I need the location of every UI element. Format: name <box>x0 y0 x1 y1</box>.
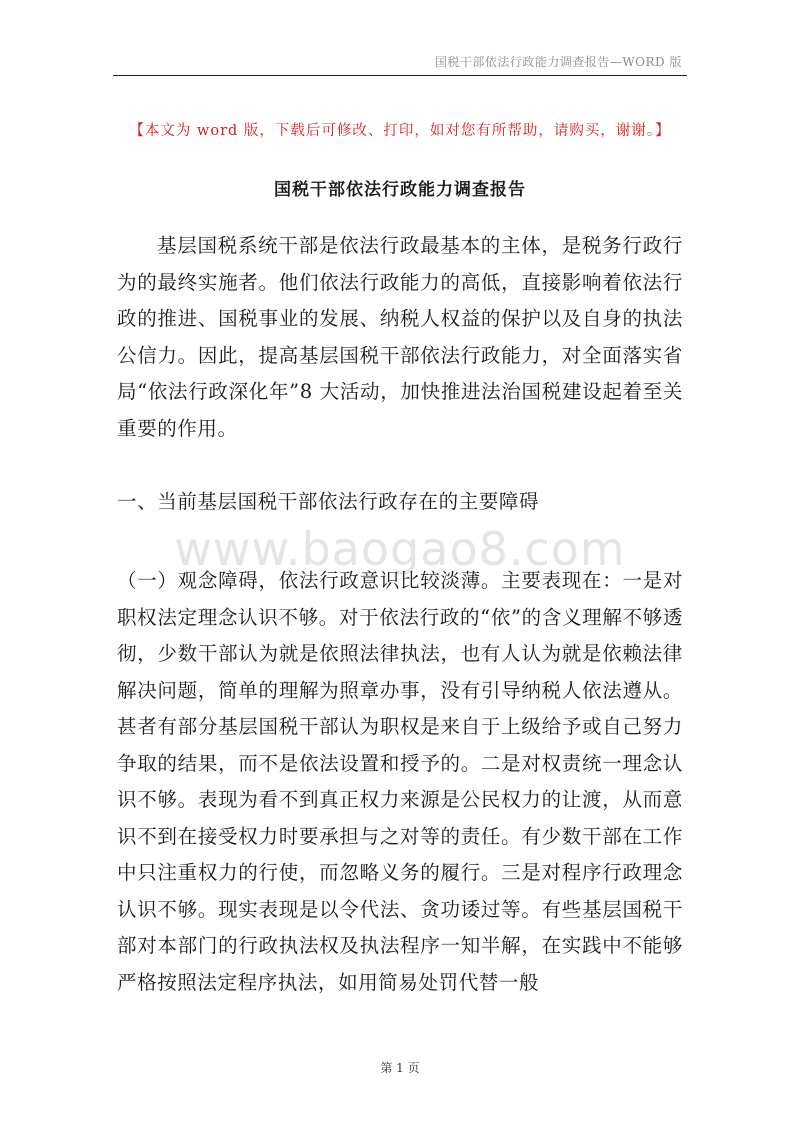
document-title: 国税干部依法行政能力调查报告 <box>274 180 526 200</box>
running-header: 国税干部依法行政能力调查报告—WORD 版 <box>434 55 682 69</box>
section-heading: 一、当前基层国税干部依法行政存在的主要障碍 <box>117 490 540 513</box>
watermark-text: www.baogao8.com <box>174 522 626 576</box>
intro-paragraph: 基层国税系统干部是依法行政最基本的主体，是税务行政行为的最终实施者。他们依法行政能力的高低，直接影响着依法行政的推进、国税事业的发展、纳税人权益的保护以及自身的执法公信力。因此，提高基层国税干部依法行政能力，对全面落实省局“依法行政深化年”8 大活动，加快推进法治国税建设起着至关重要的作用。 <box>117 234 683 440</box>
page-number: 第 1 页 <box>380 1061 420 1075</box>
download-notice: 【本文为 word 版，下载后可修改、打印，如对您有所帮助，请购买，谢谢。】 <box>129 123 671 139</box>
body-paragraph: （一）观念障碍，依法行政意识比较淡薄。主要表现在：一是对职权法定理念认识不够。对于依法行政的“依”的含义理解不够透彻，少数干部认为就是依照法律执法，也有人认为就是依赖法律解决问题，简单的理解为照章办事，没有引导纳税人依法遵从。甚者有部分基层国税干部认为职权是来自于上级给予或自己努力争取的结果，而不是依法设置和授予的。二是对权责统一理念认识不够。表现为看不到真正权力来源是公民权力的让渡，从而意识不到在接受权力时要承担与之对等的责任。有少数干部在工作中只注重权力的行使，而忽略义务的履行。三是对程序行政理念认识不够。现实表现是以令代法、贪功诿过等。有些基层国税干部对本部门的行政执法权及执法程序一知半解，在实践中不能够严格按照法定程序执法，如用简易处罚代替一般 <box>117 569 683 994</box>
header-divider <box>113 75 687 76</box>
